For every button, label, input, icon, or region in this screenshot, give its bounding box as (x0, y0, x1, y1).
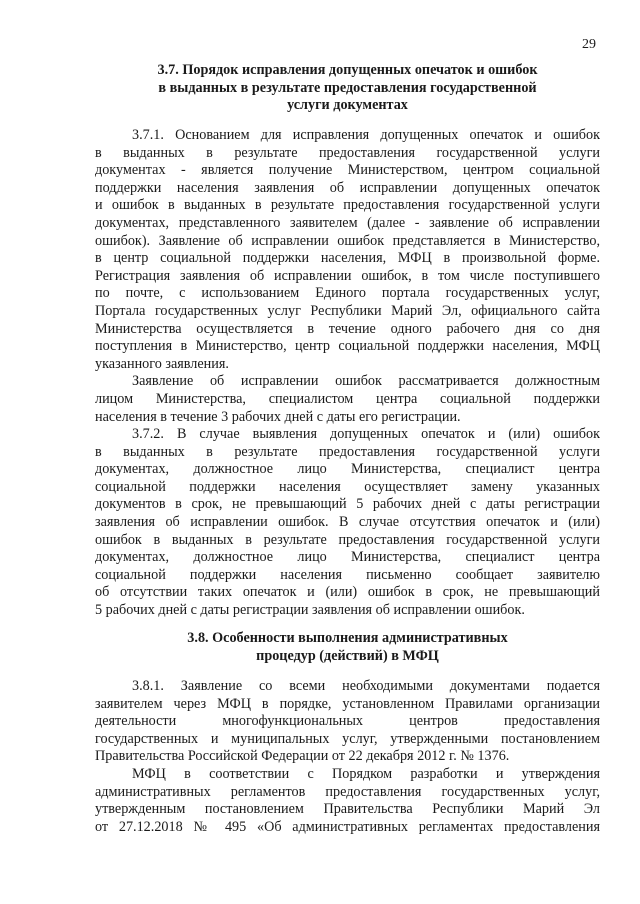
section-3-8-heading (95, 630, 600, 665)
text-line: заявителем через МФЦ в порядке, установленном Правилами организации (95, 695, 600, 712)
page-number: 29 (582, 37, 596, 52)
text-line: в выданных в результате предоставления государственной услуги (95, 144, 600, 161)
text-line: поступления в Министерство, центр социальной поддержки населения, МФЦ (95, 338, 600, 355)
heading-line: процедур (действий) в МФЦ (256, 647, 439, 664)
paragraph-3-8-1 (95, 678, 600, 836)
text-line: социальной поддержки населения осуществляет замену указанных (95, 478, 600, 495)
section-3-7-heading (95, 62, 600, 115)
text-line: и ошибок в выданных в результате предоставления государственной услуги (95, 197, 600, 214)
text-line: лицом Министерства, специалистом центра социальной поддержки (95, 390, 600, 407)
heading-line: в выданных в результате предоставления государственной (158, 79, 537, 96)
text-line: документах - является получение Министерством, центром социальной (95, 162, 600, 179)
text-line: в выданных в результате предоставления государственной услуги (95, 443, 600, 460)
text-line: документах, должностное лицо Министерства, специалист центра (95, 549, 600, 566)
text-line: ошибок в выданных в результате предоставления государственной услуги (95, 531, 600, 548)
text-line: поддержки населения заявления об исправлении допущенных опечаток (95, 179, 600, 196)
text-line: МФЦ в соответствии с Порядком разработки и утверждения (132, 765, 600, 782)
text-line: 3.7.1. Основанием для исправления допущенных опечаток и ошибок (132, 127, 600, 143)
paragraph-3-7-1 (95, 127, 600, 620)
text-line: социальной поддержки населения письменно сообщает заявителю (95, 566, 600, 583)
text-line: 3.7.2. В случае выявления допущенных опечаток и (или) ошибок (132, 426, 600, 443)
text-line: Правительства Российской Федерации от 22 декабря 2012 г. № 1376. (95, 748, 510, 765)
text-line: государственных и муниципальных услуг, утвержденными постановлением (95, 730, 600, 747)
text-line: об отсутствии таких опечаток и (или) ошибок в срок, не превышающий (95, 584, 600, 601)
text-line: от 27.12.2018 № 495 «Об административных регламентах предоставления (95, 818, 600, 835)
text-line: документов в срок, не превышающий 5 рабочих дней с даты регистрации (95, 496, 600, 513)
text-line: заявления об исправлении ошибок. В случае отсутствия опечаток и (или) (95, 514, 600, 531)
text-line: административных регламентов предоставления государственных услуг, (95, 783, 600, 800)
heading-line: 3.8. Особенности выполнения административных (187, 630, 508, 646)
text-line: документах, должностное лицо Министерства, специалист центра (95, 461, 600, 478)
text-line: ошибок). Заявление об исправлении ошибок представляется в Министерство, (95, 232, 600, 249)
text-line: 3.8.1. Заявление со всеми необходимыми документами подается (132, 678, 600, 694)
heading-line: 3.7. Порядок исправления допущенных опечаток и ошибок (157, 62, 538, 78)
text-line: Регистрация заявления об исправлении ошибок, в том числе поступившего (95, 267, 600, 284)
text-line: по почте, с использованием Единого портала государственных услуг, (95, 285, 600, 302)
text-line: Портала государственных услуг Республики Марий Эл, официального сайта (95, 302, 600, 319)
text-line: утвержденным постановлением Правительства Республики Марий Эл (95, 801, 600, 818)
text-line: документах, представленного заявителем (далее - заявление об исправлении (95, 214, 600, 231)
text-line: 5 рабочих дней с даты регистрации заявления об исправлении ошибок. (95, 602, 525, 619)
text-line: указанного заявления. (95, 355, 229, 372)
text-line: Министерства осуществляется в течение одного рабочего дня со дня (95, 320, 600, 337)
heading-line: услуги документах (287, 97, 408, 113)
text-line: деятельности многофункциональных центров предоставления (95, 713, 600, 730)
text-line: Заявление об исправлении ошибок рассматривается должностным (132, 373, 600, 390)
text-line: в центр социальной поддержки населения, МФЦ в произвольной форме. (95, 250, 600, 267)
text-line: населения в течение 3 рабочих дней с даты его регистрации. (95, 408, 461, 425)
